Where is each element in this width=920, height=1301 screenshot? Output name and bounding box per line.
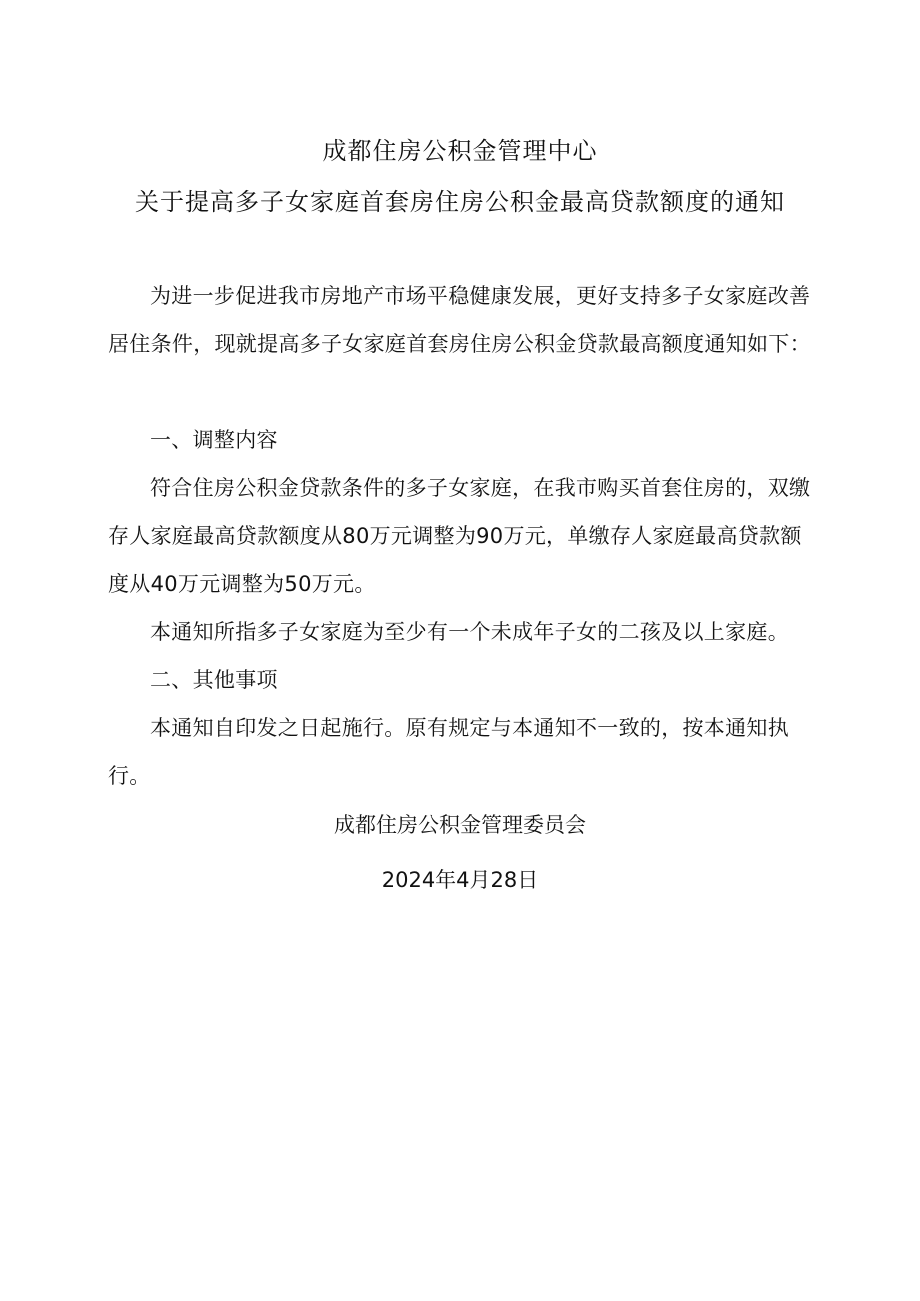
intro-paragraph: 为进一步促进我市房地产市场平稳健康发展，更好支持多子女家庭改善居住条件，现就提高多子女家庭首套房住房公积金贷款最高额度通知如下： <box>108 284 811 356</box>
section1-paragraph-2: 本通知所指多子女家庭为至少有一个未成年子女的二孩及以上家庭。 <box>150 620 789 644</box>
section1-paragraph-1: 符合住房公积金贷款条件的多子女家庭，在我市购买首套住房的，双缴存人家庭最高贷款额度从80万元调整为90万元，单缴存人家庭最高贷款额度从40万元调整为50万元。 <box>108 476 811 596</box>
signature-organization: 成都住房公积金管理委员会 <box>334 813 586 837</box>
section2-heading: 二、其他事项 <box>150 668 278 692</box>
document-title-line2: 关于提高多子女家庭首套房住房公积金最高贷款额度的通知 <box>135 188 785 216</box>
section1-heading: 一、调整内容 <box>150 428 278 452</box>
document-title-line1: 成都住房公积金管理中心 <box>322 137 598 165</box>
signature-date: 2024年4月28日 <box>381 868 539 892</box>
section2-paragraph-1: 本通知自印发之日起施行。原有规定与本通知不一致的，按本通知执行。 <box>108 716 789 788</box>
